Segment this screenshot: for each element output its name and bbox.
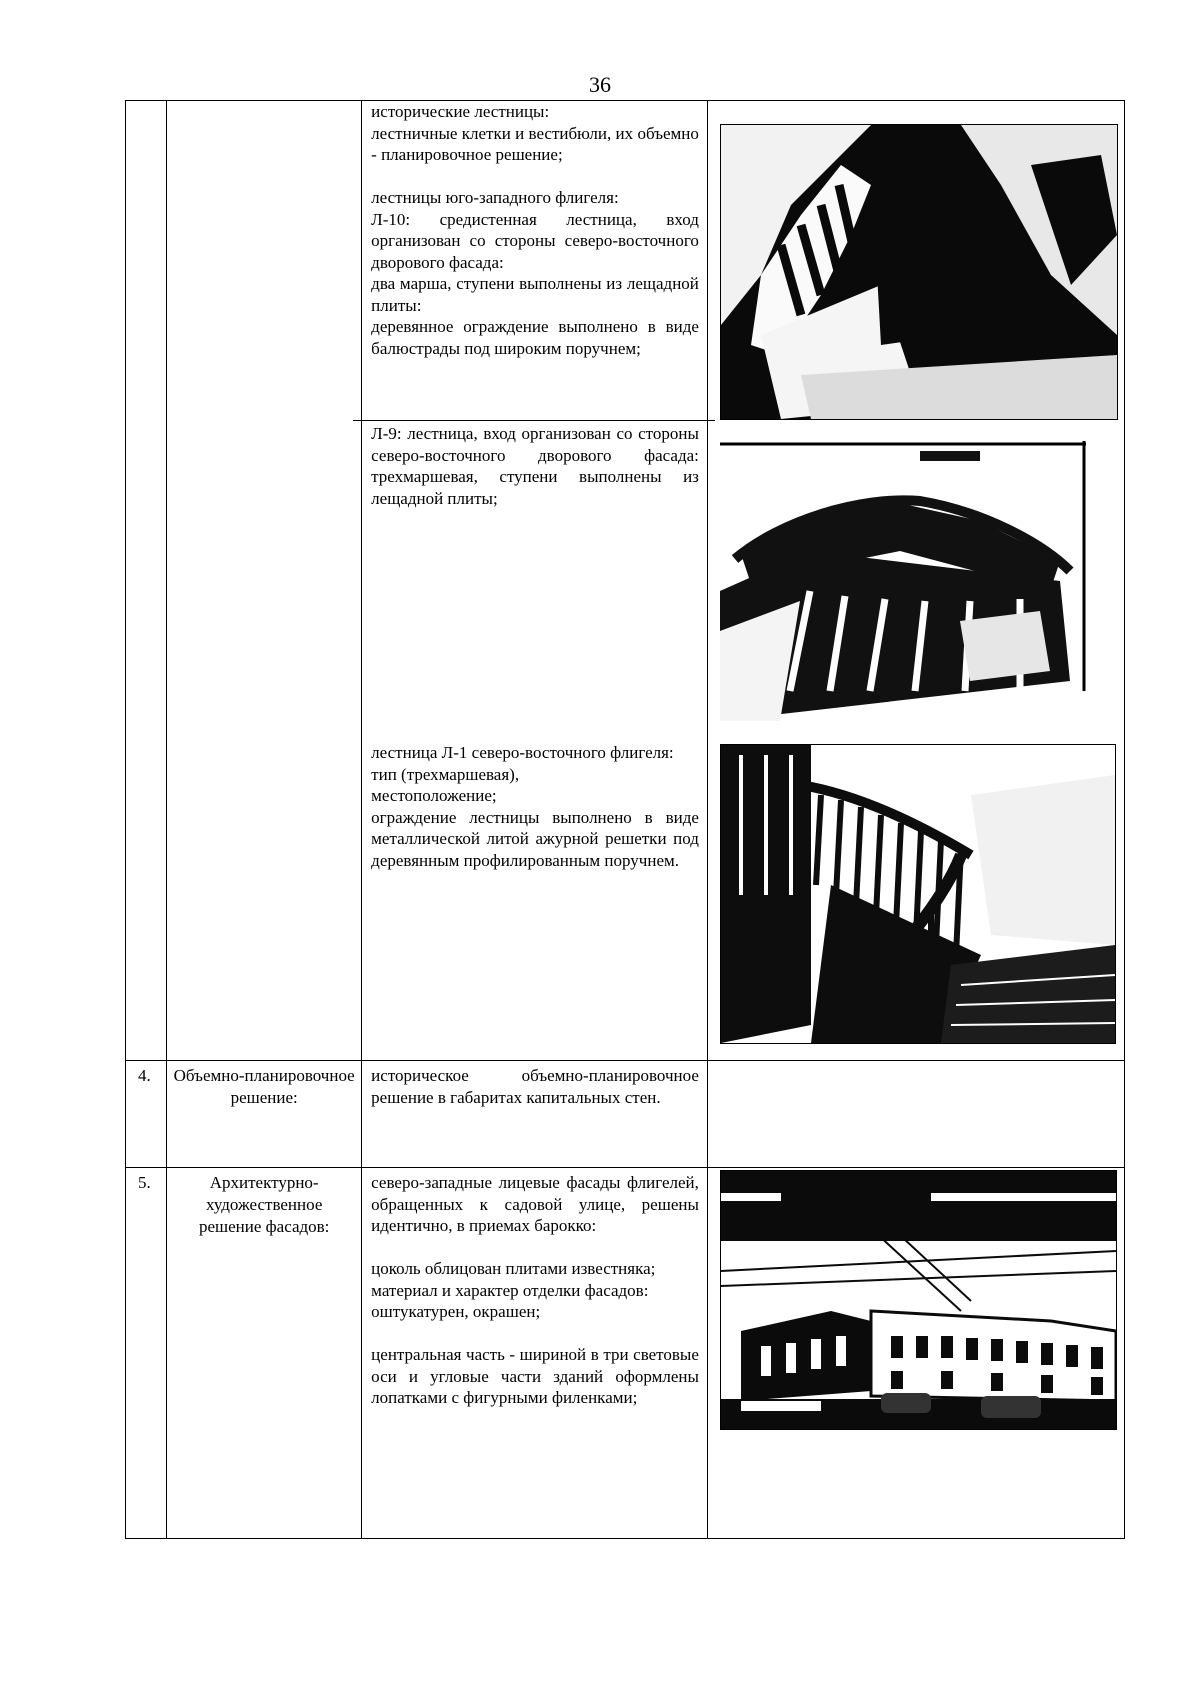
row-description [362,1168,708,1539]
paragraph: лестницы юго-западного флигеля: [371,188,619,207]
paragraph: северо-западные лицевые фасады флигелей, обращенных к садовой улице, решены идентично, в приемах барокко: [371,1173,699,1235]
row-photos [707,1061,1124,1168]
staircase-l9-photo [720,441,1086,721]
paragraph: историческое объемно-планировочное решение в габаритах капитальных стен. [371,1066,699,1107]
row-label: Архитектурно-художественное решение фасадов: [167,1168,362,1539]
paragraph: материал и характер отделки фасадов: [371,1280,649,1300]
paragraph: лестничные клетки и вестибюли, их объемно - планировочное решение; [371,123,699,164]
staircase-l1-photo [720,744,1116,1044]
row-description [362,101,708,1061]
row-description [362,1061,708,1168]
page-number: 36 [589,72,611,97]
paragraph: тип (трехмаршевая), [371,764,520,784]
paragraph: местоположение; [371,786,497,805]
stairs-block-l10 [362,101,707,420]
facades-photo [720,1170,1117,1430]
paragraph: два марша, ступени выполнены из лещадной плиты: [371,274,699,315]
row-number: 5. [126,1168,167,1539]
row-label [167,101,362,1061]
row-number [126,101,167,1061]
paragraph: исторические лестницы: [371,102,550,121]
paragraph: цоколь облицован плитами известняка; [371,1259,656,1278]
stairs-block-l9 [362,421,707,734]
paragraph: Л-9: лестница, вход организован со стороны северо-восточного дворового фасада: трехмаршевая, ступени выполнены из лещадной плиты; [371,424,699,508]
paragraph: деревянное ограждение выполнено в виде балюстрады под широким поручнем; [371,317,699,358]
paragraph: лестница Л-1 северо-восточного флигеля: [371,743,674,762]
paragraph: Л-10: средистенная лестница, вход организован со стороны северо-восточного дворового фасада: [371,209,699,272]
stairs-block-l1 [362,734,707,871]
table-row [126,1061,1125,1168]
paragraph: оштукатурен, окрашен; [371,1302,541,1321]
paragraph: центральная часть - шириной в три световые оси и угловые части зданий оформлены лопатками с фигурными филенками; [371,1345,699,1407]
paragraph: ограждение лестницы выполнено в виде металлической литой ажурной решетки под деревянным профилированным поручнем. [371,807,699,870]
row-label: Объемно-планировочное решение: [167,1061,362,1168]
staircase-l10-photo [720,124,1118,420]
row-number: 4. [126,1061,167,1168]
